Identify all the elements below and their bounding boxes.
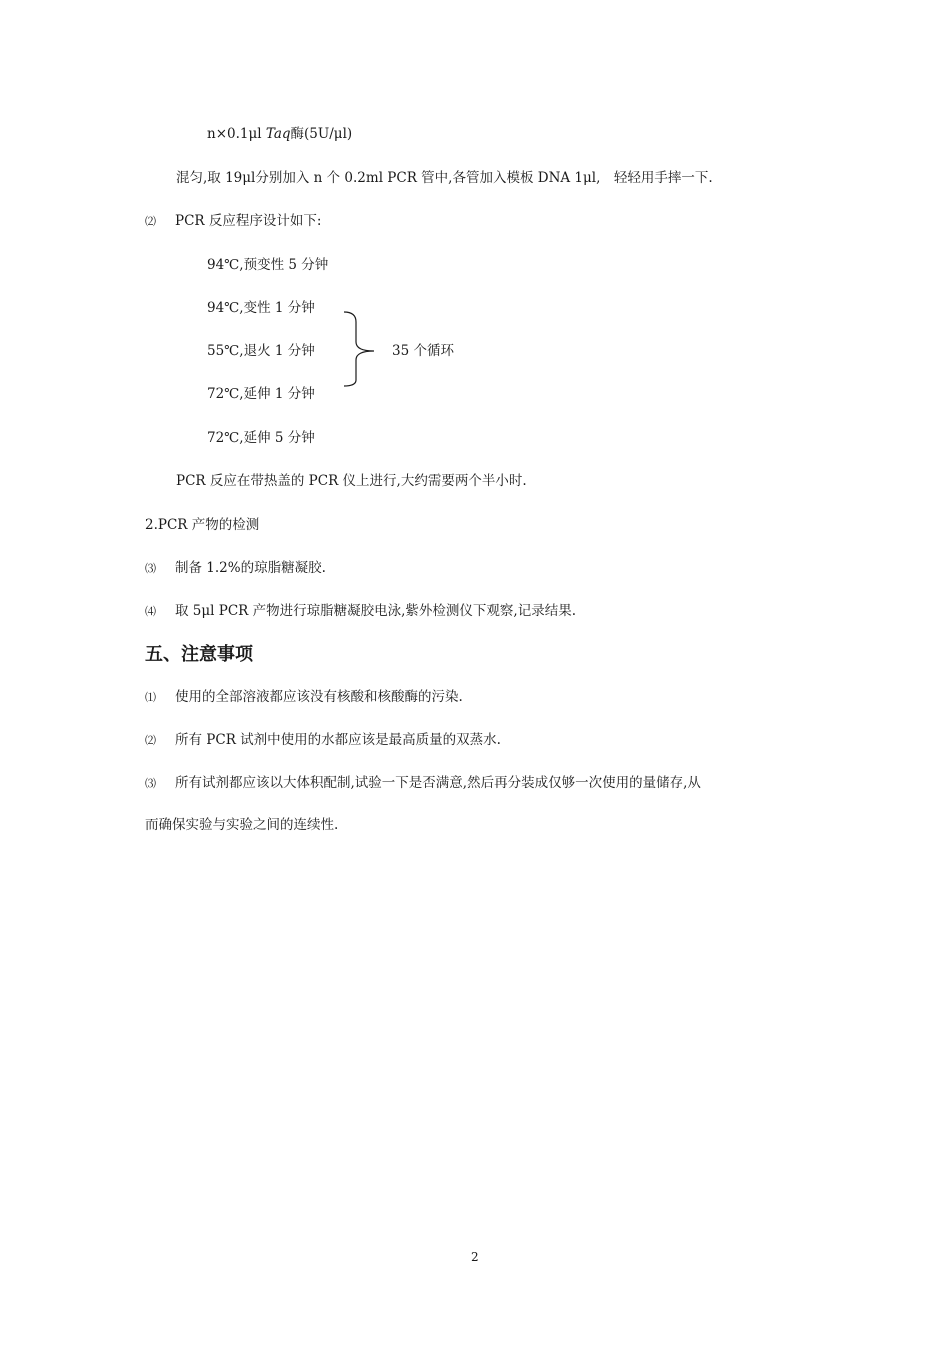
cycle-count: 35 个循环 bbox=[392, 343, 454, 359]
step-4 bbox=[145, 601, 576, 622]
step-3-number: ⑶ bbox=[145, 562, 156, 575]
step-4-number: ⑷ bbox=[145, 605, 156, 618]
reagent-prefix: n×0.1μl bbox=[207, 126, 266, 142]
reagent-line bbox=[207, 124, 352, 144]
step-4-text: 取 5μl PCR 产物进行琼脂糖凝胶电泳,紫外检测仪下观察,记录结果. bbox=[175, 603, 577, 619]
program-predenature: 94℃,预变性 5 分钟 bbox=[207, 257, 329, 273]
pcr-note: PCR 反应在带热盖的 PCR 仪上进行,大约需要两个半小时. bbox=[176, 473, 527, 489]
step-3 bbox=[145, 558, 326, 579]
note-2-number: ⑵ bbox=[145, 734, 156, 747]
reagent-suffix: 酶(5U/μl) bbox=[290, 126, 353, 142]
program-anneal: 55℃,退火 1 分钟 bbox=[207, 343, 315, 359]
mix-instruction: 混匀,取 19μl分别加入 n 个 0.2ml PCR 管中,各管加入模板 DNA 1μl, 轻轻用手摔一下. bbox=[176, 170, 713, 186]
step-2-text: PCR 反应程序设计如下: bbox=[175, 213, 322, 229]
program-final-extend: 72℃,延伸 5 分钟 bbox=[207, 430, 315, 446]
note-1 bbox=[145, 687, 463, 708]
step-2-number: ⑵ bbox=[145, 215, 156, 228]
section-5-heading: 五、注意事项 bbox=[145, 644, 253, 665]
taq-italic: Taq bbox=[265, 126, 291, 142]
section-2-title: 2.PCR 产物的检测 bbox=[145, 517, 260, 533]
step-2 bbox=[145, 211, 321, 232]
page-number: 2 bbox=[471, 1250, 479, 1264]
program-denature: 94℃,变性 1 分钟 bbox=[207, 300, 315, 316]
note-3 bbox=[145, 773, 701, 794]
note-3-number: ⑶ bbox=[145, 777, 156, 790]
program-extend: 72℃,延伸 1 分钟 bbox=[207, 386, 315, 402]
note-1-number: ⑴ bbox=[145, 691, 156, 704]
cycle-brace bbox=[340, 308, 380, 388]
note-1-text: 使用的全部溶液都应该没有核酸和核酸酶的污染. bbox=[175, 689, 463, 705]
note-2 bbox=[145, 730, 501, 751]
note-2-text: 所有 PCR 试剂中使用的水都应该是最高质量的双蒸水. bbox=[175, 732, 501, 748]
step-3-text: 制备 1.2%的琼脂糖凝胶. bbox=[175, 560, 326, 576]
note-3-continuation: 而确保实验与实验之间的连续性. bbox=[145, 817, 339, 833]
note-3-text: 所有试剂都应该以大体积配制,试验一下是否满意,然后再分装成仅够一次使用的量储存,从 bbox=[175, 775, 701, 791]
